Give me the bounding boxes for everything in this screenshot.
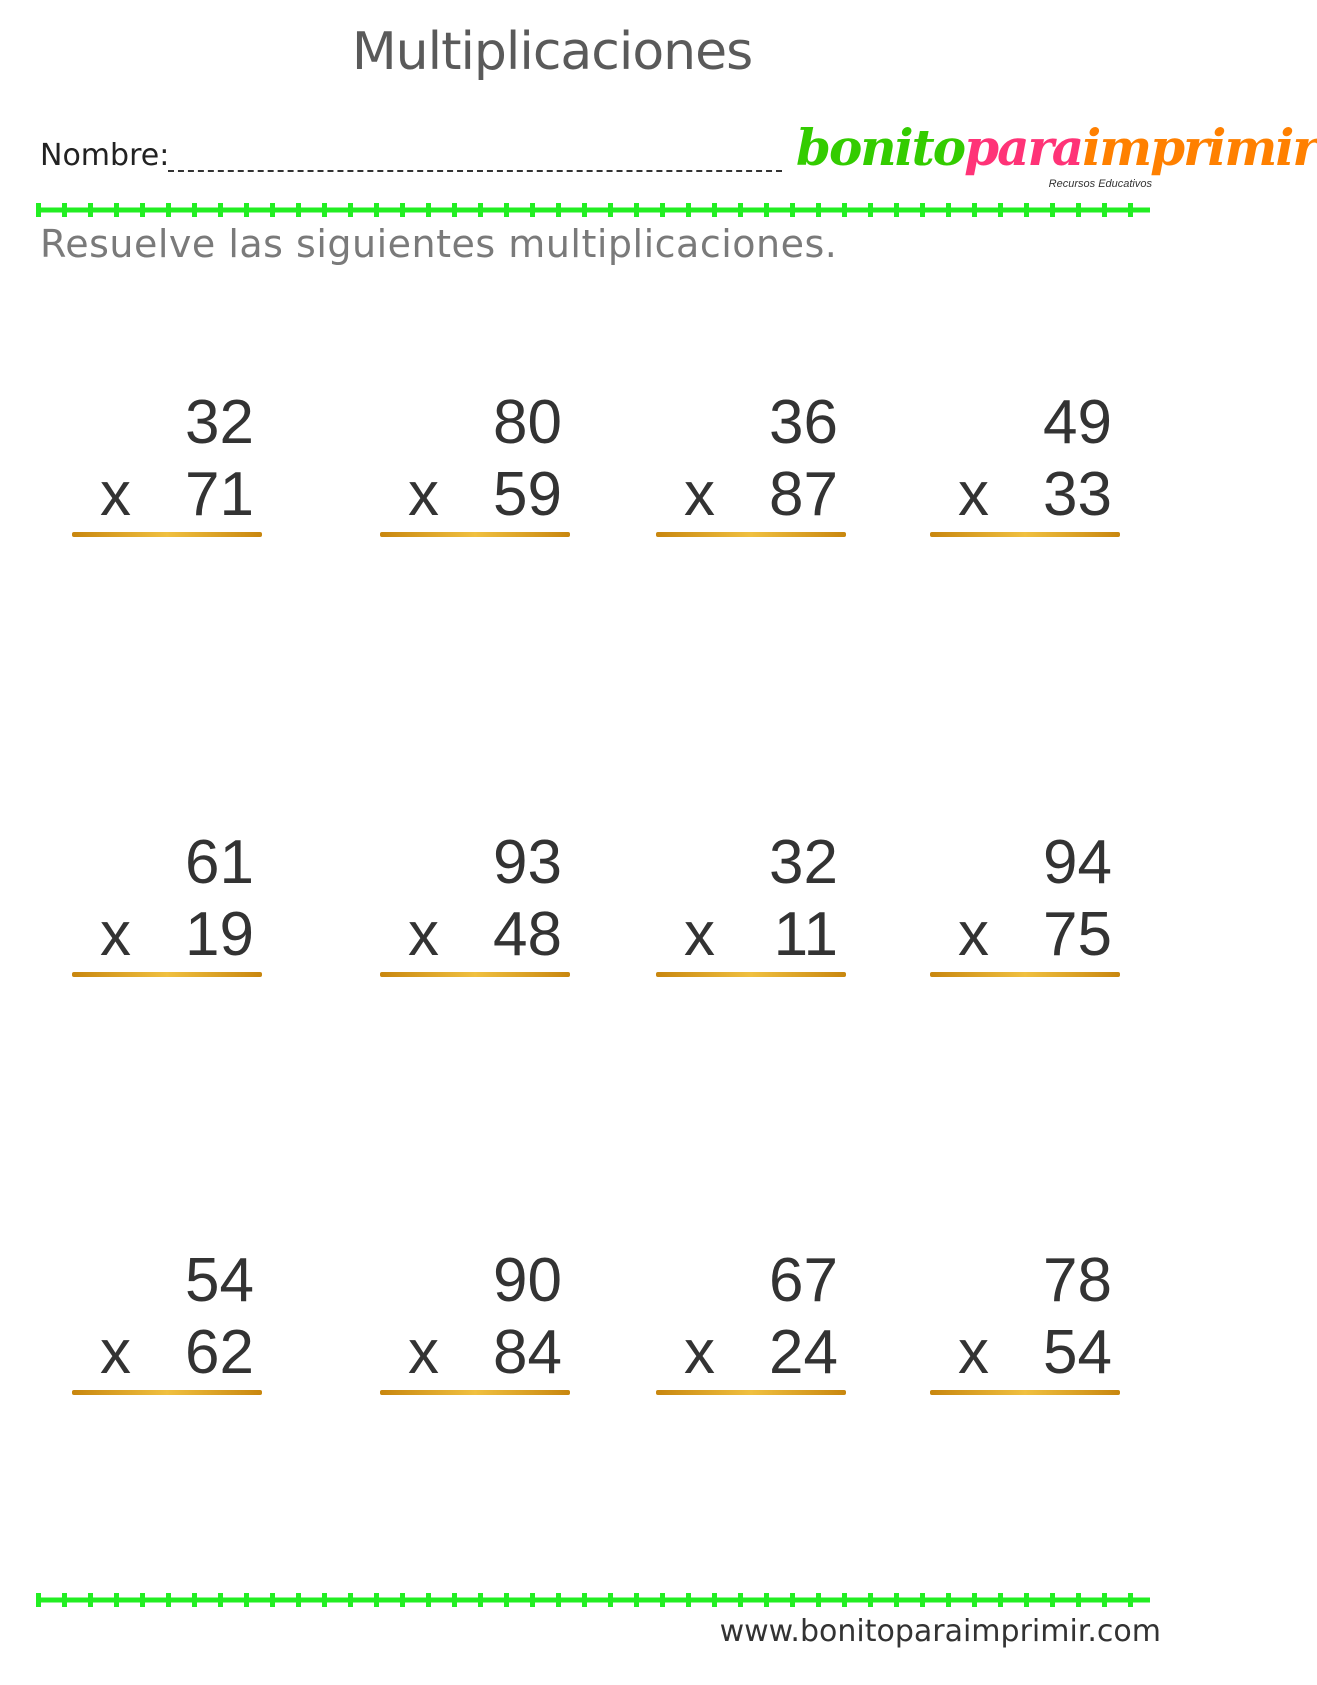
multiplier: 19 bbox=[185, 900, 254, 969]
multiplier: 11 bbox=[773, 900, 838, 969]
multiplicand: 67 bbox=[769, 1246, 838, 1315]
multiplier: 24 bbox=[769, 1318, 838, 1387]
answer-line bbox=[656, 532, 846, 537]
multiply-sign: x bbox=[684, 460, 715, 529]
multiply-sign: x bbox=[100, 460, 131, 529]
answer-line bbox=[930, 972, 1120, 977]
multiply-sign: x bbox=[958, 1318, 989, 1387]
multiplier: 62 bbox=[185, 1318, 254, 1387]
page-title: Multiplicaciones bbox=[351, 22, 753, 82]
answer-line bbox=[380, 532, 570, 537]
problem-2 bbox=[380, 382, 580, 532]
problem-11 bbox=[656, 1240, 856, 1390]
multiply-sign: x bbox=[684, 1318, 715, 1387]
multiplier: 33 bbox=[1043, 460, 1112, 529]
multiply-sign: x bbox=[408, 460, 439, 529]
name-label: Nombre: bbox=[40, 138, 170, 173]
answer-line bbox=[656, 972, 846, 977]
logo-wordmark bbox=[796, 118, 1317, 177]
answer-line bbox=[72, 972, 262, 977]
answer-line bbox=[930, 1390, 1120, 1395]
problem-3 bbox=[656, 382, 856, 532]
multiplier: 84 bbox=[493, 1318, 562, 1387]
problem-8 bbox=[930, 822, 1130, 972]
multiply-sign: x bbox=[408, 900, 439, 969]
name-writing-line bbox=[168, 170, 782, 172]
logo-subtitle: Recursos Educativos bbox=[1048, 178, 1152, 190]
top-divider bbox=[36, 202, 1150, 218]
multiplicand: 61 bbox=[185, 828, 254, 897]
multiplicand: 78 bbox=[1043, 1246, 1112, 1315]
problem-10 bbox=[380, 1240, 580, 1390]
answer-line bbox=[72, 1390, 262, 1395]
multiply-sign: x bbox=[958, 460, 989, 529]
multiply-sign: x bbox=[408, 1318, 439, 1387]
multiplier: 71 bbox=[185, 460, 254, 529]
problem-4 bbox=[930, 382, 1130, 532]
instruction-text: Resuelve las siguientes multiplicaciones. bbox=[40, 222, 838, 266]
problem-1 bbox=[72, 382, 272, 532]
multiplicand: 94 bbox=[1043, 828, 1112, 897]
multiply-sign: x bbox=[684, 900, 715, 969]
problem-12 bbox=[930, 1240, 1130, 1390]
multiply-sign: x bbox=[100, 1318, 131, 1387]
answer-line bbox=[930, 532, 1120, 537]
multiplier: 59 bbox=[493, 460, 562, 529]
answer-line bbox=[380, 972, 570, 977]
problem-9 bbox=[72, 1240, 272, 1390]
multiplicand: 54 bbox=[185, 1246, 254, 1315]
multiplier: 75 bbox=[1043, 900, 1112, 969]
multiplicand: 93 bbox=[493, 828, 562, 897]
answer-line bbox=[72, 532, 262, 537]
problem-7 bbox=[656, 822, 856, 972]
problem-5 bbox=[72, 822, 272, 972]
multiplicand: 32 bbox=[185, 388, 254, 457]
multiplicand: 80 bbox=[493, 388, 562, 457]
multiplicand: 32 bbox=[769, 828, 838, 897]
logo-part-para: para bbox=[964, 118, 1083, 177]
multiplier: 48 bbox=[493, 900, 562, 969]
brand-logo bbox=[796, 118, 1317, 194]
problem-6 bbox=[380, 822, 580, 972]
multiplicand: 36 bbox=[769, 388, 838, 457]
multiplicand: 49 bbox=[1043, 388, 1112, 457]
logo-part-bonito: bonito bbox=[796, 118, 965, 177]
answer-line bbox=[380, 1390, 570, 1395]
multiplier: 87 bbox=[769, 460, 838, 529]
multiplicand: 90 bbox=[493, 1246, 562, 1315]
answer-line bbox=[656, 1390, 846, 1395]
name-field-row bbox=[40, 138, 800, 178]
footer-website: www.bonitoparaimprimir.com bbox=[719, 1614, 1161, 1649]
bottom-divider bbox=[36, 1592, 1150, 1608]
multiply-sign: x bbox=[958, 900, 989, 969]
logo-part-imprimir: imprimir bbox=[1082, 118, 1317, 177]
multiplier: 54 bbox=[1043, 1318, 1112, 1387]
multiply-sign: x bbox=[100, 900, 131, 969]
